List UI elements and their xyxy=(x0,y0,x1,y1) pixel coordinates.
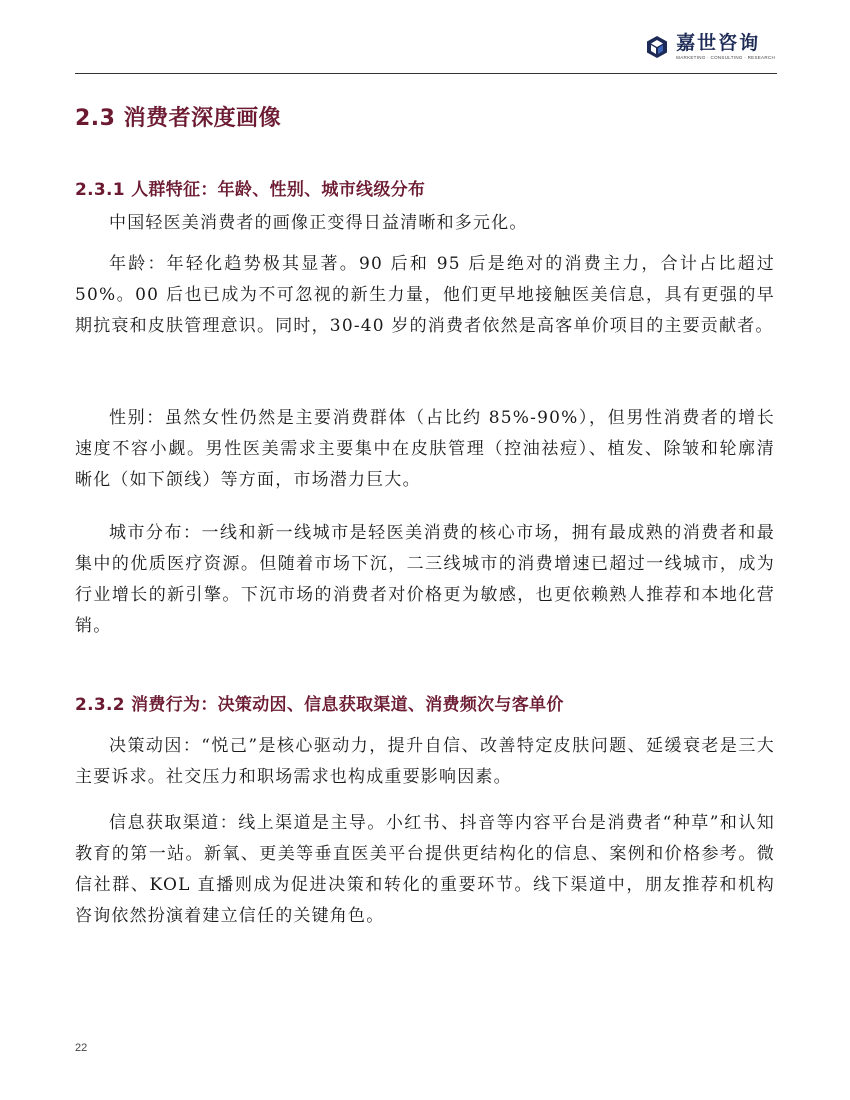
page-number: 22 xyxy=(75,1042,88,1054)
subsection-title-behavior: 2.3.2 消费行为：决策动因、信息获取渠道、消费频次与客单价 xyxy=(75,695,564,715)
paragraph-info-channels: 信息获取渠道：线上渠道是主导。小红书、抖音等内容平台是消费者“种草”和认知教育的第一站。新氧、更美等垂直医美平台提供更结构化的信息、案例和价格参考。微信社群、KOL 直播则成为促进决策和转化的重要环节。线下渠道中，朋友推荐和机构咨询依然扮演着建立信任的关键角色。 xyxy=(75,813,775,926)
section-title: 2.3 消费者深度画像 xyxy=(75,106,282,131)
brand-name: 嘉世咨询 xyxy=(676,32,761,54)
paragraph-gender: 性别：虽然女性仍然是主要消费群体（占比约 85%-90%），但男性消费者的增长速度不容小觑。男性医美需求主要集中在皮肤管理（控油祛痘）、植发、除皱和轮廓清晰化（如下颌线）等方面，市场潜力巨大。 xyxy=(75,408,775,490)
page-header xyxy=(75,30,775,74)
paragraph-decision-drivers: 决策动因：“悦己”是核心驱动力，提升自信、改善特定皮肤问题、延缓衰老是三大主要诉求。社交压力和职场需求也构成重要影响因素。 xyxy=(75,736,775,787)
paragraph-city: 城市分布：一线和新一线城市是轻医美消费的核心市场，拥有最成熟的消费者和最集中的优质医疗资源。但随着市场下沉，二三线城市的消费增速已超过一线城市，成为行业增长的新引擎。下沉市场的消费者对价格更为敏感，也更依赖熟人推荐和本地化营销。 xyxy=(75,523,775,636)
brand-logo-block xyxy=(644,32,775,61)
header-divider xyxy=(75,73,777,74)
paragraph-age: 年龄：年轻化趋势极其显著。90 后和 95 后是绝对的消费主力，合计占比超过 50%。00 后也已成为不可忽视的新生力量，他们更早地接触医美信息，具有更强的早期抗衰和皮肤管理意识。同时，30-40 岁的消费者依然是高客单价项目的主要贡献者。 xyxy=(75,254,775,336)
subsection-title-demographics: 2.3.1 人群特征：年龄、性别、城市线级分布 xyxy=(75,180,426,200)
brand-tagline: MARKETING · CONSULTING · RESEARCH xyxy=(676,55,775,60)
brand-logo-icon xyxy=(644,34,670,60)
paragraph-intro: 中国轻医美消费者的画像正变得日益清晰和多元化。 xyxy=(109,213,528,233)
